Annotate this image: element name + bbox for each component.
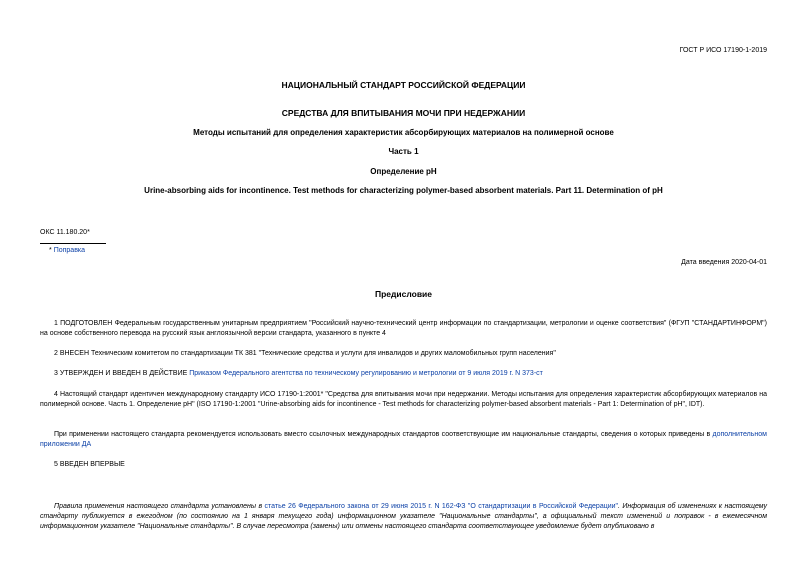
foreword-paragraph-3 <box>40 369 767 379</box>
foreword-heading: Предисловие <box>374 289 433 299</box>
paragraph-5-text: При применении настоящего стандарта рекомендуется использовать вместо ссылочных международных стандартов соответствующие им национальные стандарты, сведения о которых приведены в <box>54 431 713 438</box>
foreword-paragraph-4: 4 Настоящий стандарт идентичен международному стандарту ИСО 17190-1:2001* "Средства для впитывания мочи при недержании. Методы испытания для определения характеристик абсорбирующих материалов на полимерной основе. Часть 1. Определение pH" (ISO 17190-1:2001 "Urine-absorbing aids for incontinence - Test methods for characterizing polymer-based absorbent materials - Part 1: Determination of pH", IDT). <box>40 391 767 408</box>
foreword-paragraph-1: 1 ПОДГОТОВЛЕН Федеральным государственным унитарным предприятием "Российский научно-технический центр информации по стандартизации, метрологии и оценке соответствия" (ФГУП "СТАНДАРТИНФОРМ") на основе собственного перевода на русский язык англоязычной версии стандарта, указанного в пункте 4 <box>40 320 767 337</box>
part-title: Определение pH <box>370 167 437 176</box>
amendment-link[interactable]: Поправка <box>53 247 86 254</box>
paragraph-7-text-a: Правила применения настоящего стандарта установлены в <box>54 503 265 510</box>
paragraph-3-text: 3 УТВЕРЖДЕН И ВВЕДЕН В ДЕЙСТВИЕ <box>54 370 190 377</box>
amendment-note <box>49 246 85 256</box>
part-number: Часть 1 <box>388 147 419 156</box>
main-title: СРЕДСТВА ДЛЯ ВПИТЫВАНИЯ МОЧИ ПРИ НЕДЕРЖАНИИ <box>281 108 526 118</box>
footnote-divider <box>40 243 106 244</box>
appendix-link[interactable]: дополнительном приложении ДА <box>40 431 767 448</box>
federal-law-link[interactable]: статье 26 Федерального закона от 29 июня 2015 г. N 162-ФЗ "О стандартизации в Российской Федерации" <box>264 503 619 510</box>
english-title: Urine-absorbing aids for incontinence. Test methods for characterizing polymer-based absorbent materials. Part 11. Determination of pH <box>144 186 663 195</box>
amendment-marker: * <box>49 247 52 254</box>
introduction-date: Дата введения 2020-04-01 <box>681 259 767 266</box>
foreword-paragraph-6: 5 ВВЕДЕН ВПЕРВЫЕ <box>54 461 125 468</box>
paragraph-7-text-b: . Информация об изменениях к настоящему стандарту публикуется в ежегодном (по состоянию на 1 января текущего года) информационном указателе "Национальные стандарты", а официальный текст изменений и поправок - в ежемесячном информационном указателе "Национальные стандарты". В случае пересмотра (замены) или отмены настоящего стандарта соответствующее уведомление будет опубликовано в <box>40 503 767 530</box>
document-code: ГОСТ Р ИСО 17190-1-2019 <box>679 47 767 54</box>
foreword-paragraph-2: 2 ВНЕСЕН Техническим комитетом по стандартизации ТК 381 "Технические средства и услуги для инвалидов и других маломобильных групп населения" <box>54 350 556 357</box>
oks-code: ОКС 11.180.20* <box>40 229 90 236</box>
foreword-paragraph-7 <box>40 502 767 532</box>
foreword-paragraph-5 <box>40 430 767 450</box>
national-standard-heading: НАЦИОНАЛЬНЫЙ СТАНДАРТ РОССИЙСКОЙ ФЕДЕРАЦИИ <box>281 80 526 90</box>
subtitle: Методы испытаний для определения характеристик абсорбирующих материалов на полимерной основе <box>193 128 614 137</box>
order-link[interactable]: Приказом Федерального агентства по техническому регулированию и метрологии от 9 июля 2019 г. N 373-ст <box>189 370 543 377</box>
